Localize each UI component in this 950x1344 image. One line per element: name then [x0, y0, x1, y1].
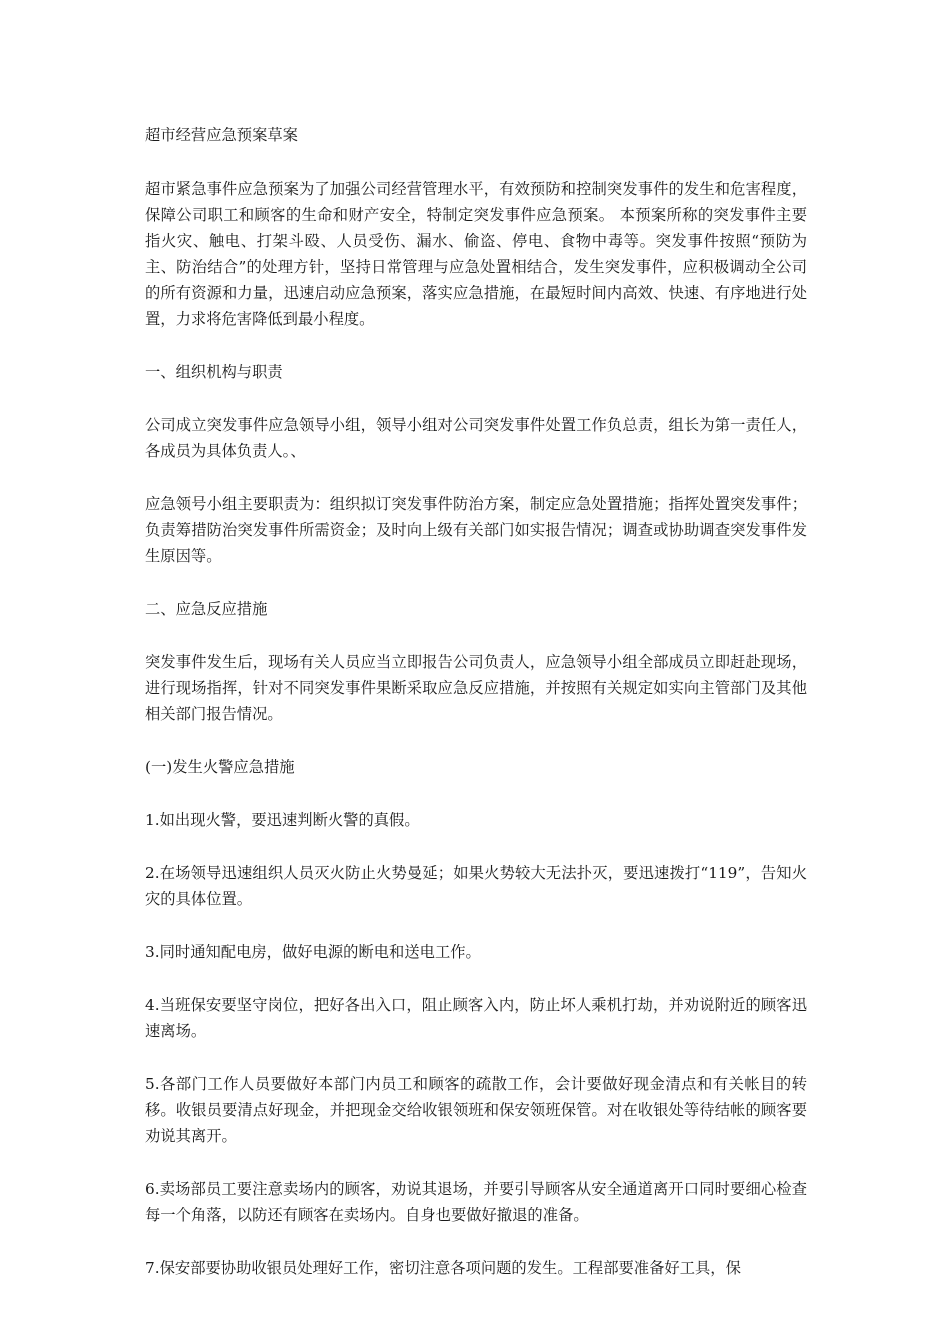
list-item: 5.各部门工作人员要做好本部门内员工和顾客的疏散工作，会计要做好现金清点和有关帐目的转移。收银员要清点好现金，并把现金交给收银领班和保安领班保管。对在收银处等待结帐的顾客要劝说其离开。	[145, 1075, 807, 1145]
intro-paragraph: 超市紧急事件应急预案为了加强公司经营管理水平，有效预防和控制突发事件的发生和危害程度，保障公司职工和顾客的生命和财产安全，特制定突发事件应急预案。 本预案所称的突发事件主要指火灾、触电、打架斗殴、人员受伤、漏水、偷盗、停电、食物中毒等。突发事件按照“预防为主、防治结合”的处理方针，坚持日常管理与应急处置相结合，发生突发事件，应积极调动全公司的所有资源和力量，迅速启动应急预案，落实应急措施，在最短时间内高效、快速、有序地进行处置，力求将危害降低到最小程度。	[145, 180, 807, 328]
duties-paragraph: 应急领号小组主要职责为：组织拟订突发事件防治方案，制定应急处置措施；指挥处置突发事件；负责筹措防治突发事件所需资金；及时向上级有关部门如实报告情况；调查或协助调查突发事件发生原因等。	[145, 495, 807, 565]
list-item: 2.在场领导迅速组织人员灭火防止火势曼延；如果火势较大无法扑灭，要迅速拨打“119”，告知火灾的具体位置。	[145, 864, 807, 908]
document-title: 超市经营应急预案草案	[145, 126, 298, 144]
list-item: 3.同时通知配电房，做好电源的断电和送电工作。	[145, 943, 481, 961]
list-item: 6.卖场部员工要注意卖场内的顾客，劝说其退场，并要引导顾客从安全通道离开口同时要细心检查每一个角落，以防还有顾客在卖场内。自身也要做好撤退的准备。	[145, 1180, 807, 1224]
section-heading-organization: 一、组织机构与职责	[145, 363, 283, 381]
subsection-heading-fire: (一)发生火警应急措施	[145, 758, 295, 776]
document-page	[145, 122, 807, 1308]
list-item: 7.保安部要协助收银员处理好工作，密切注意各项问题的发生。工程部要准备好工具，保	[145, 1259, 741, 1277]
response-paragraph: 突发事件发生后，现场有关人员应当立即报告公司负责人，应急领导小组全部成员立即赶赴现场，进行现场指挥，针对不同突发事件果断采取应急反应措施，并按照有关规定如实向主管部门及其他相关部门报告情况。	[145, 653, 807, 723]
section-heading-response: 二、应急反应措施	[145, 600, 268, 618]
organization-paragraph: 公司成立突发事件应急领导小组，领导小组对公司突发事件处置工作负总责，组长为第一责任人，各成员为具体负责人。、	[145, 416, 807, 460]
list-item: 1.如出现火警，要迅速判断火警的真假。	[145, 811, 420, 829]
list-item: 4.当班保安要坚守岗位，把好各出入口，阻止顾客入内，防止坏人乘机打劫，并劝说附近的顾客迅速离场。	[145, 996, 807, 1040]
